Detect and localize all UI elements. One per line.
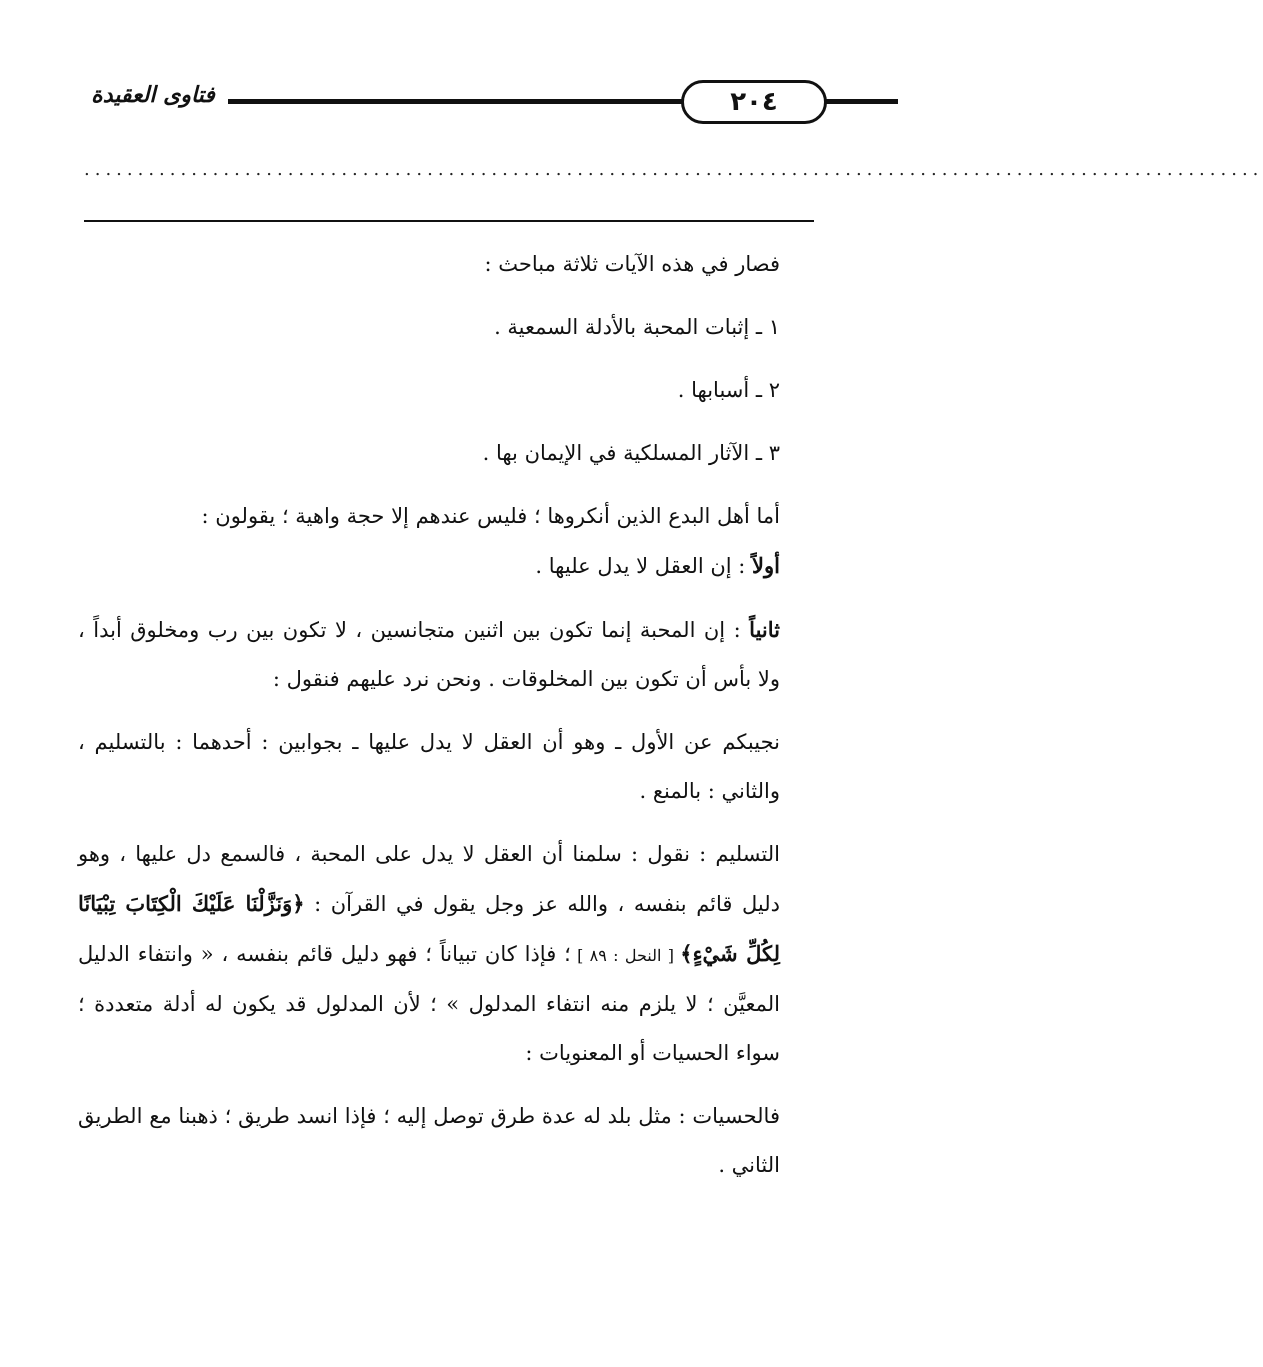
header-rule-left <box>228 99 748 104</box>
paragraph-9 <box>78 830 820 1078</box>
paragraph-5: أما أهل البدع الذين أنكروها ؛ فليس عندهم إلا حجة واهية ؛ يقولون : <box>201 504 780 528</box>
dotted-separator: .............................................................................................................. <box>84 159 1263 180</box>
para9-text-a: التسليم : نقول : سلمنا أن العقل لا يدل على المحبة ، فالسمع دل عليها ، وهو دليل قائم بنفسه ، والله عز وجل يقول في القرآن : <box>78 842 780 916</box>
book-title: فتاوى العقيدة <box>91 83 215 108</box>
paragraph-3: ٢ ـ أسبابها . <box>677 378 780 402</box>
para9-text-b: ؛ فإذا كان تبياناً ؛ فهو دليل قائم بنفسه ، « وانتفاء الدليل المعيَّن ؛ لا يلزم منه انتفاء المدلول » ؛ لأن المدلول قد يكون له أدلة متعددة ؛ سواء الحسيات أو المعنويات : <box>78 942 780 1065</box>
paragraph-7 <box>78 605 820 704</box>
header-divider <box>84 220 814 222</box>
second-label: ثانياً <box>749 617 780 642</box>
header-rule-right <box>826 99 898 104</box>
quran-verse: ﴿وَنَزَّلْنَا عَلَيْكَ الْكِتَابَ تِبْيَانًا لِكُلِّ شَيْءٍ﴾ <box>78 891 780 966</box>
paragraph-8: نجيبكم عن الأول ـ وهو أن العقل لا يدل عليها ـ بجوابين : أحدهما : بالتسليم ، والثاني : بالمنع . <box>78 730 780 803</box>
verse-reference: [ النحل : ٨٩ ] <box>570 946 681 965</box>
paragraph-4: ٣ ـ الآثار المسلكية في الإيمان بها . <box>482 441 780 465</box>
paragraph-1: فصار في هذه الآيات ثلاثة مباحث : <box>484 252 780 276</box>
first-text: : إن العقل لا يدل عليها . <box>535 554 753 578</box>
page-number: ٢٠٤ <box>681 80 827 124</box>
body-text <box>78 240 820 1190</box>
paragraph-2: ١ ـ إثبات المحبة بالأدلة السمعية . <box>494 315 780 339</box>
page-header <box>78 78 818 124</box>
paragraph-10: فالحسيات : مثل بلد له عدة طرق توصل إليه ؛ فإذا انسد طريق ؛ ذهبنا مع الطريق الثاني . <box>78 1104 780 1177</box>
first-label: أولاً <box>752 553 780 578</box>
paragraph-6 <box>78 541 820 591</box>
second-text: : إن المحبة إنما تكون بين اثنين متجانسين ، لا تكون بين رب ومخلوق أبداً ، ولا بأس أن تكون بين المخلوقات . ونحن نرد عليهم فنقول : <box>78 618 780 691</box>
